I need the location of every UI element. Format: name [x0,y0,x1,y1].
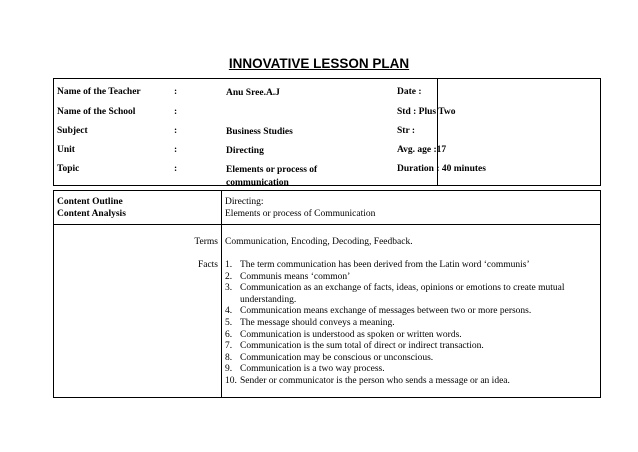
list-item [225,272,597,284]
topic-value: Elements or process of communication [226,165,318,188]
unit-value: Directing [226,146,264,156]
subject-sep: : [174,126,178,136]
subject-value: Business Studies [226,127,293,137]
list-item [225,318,597,330]
list-item [225,376,597,388]
list-item-number: 4. [225,306,233,317]
str-field: Str : [397,126,416,136]
list-item-text: Communication is understood as spoken or written words. [240,329,462,340]
list-item-number: 6. [225,329,233,340]
content-analysis-label: Content Analysis [57,209,126,219]
duration-field: Duration : 40 minutes [397,164,486,174]
school-label: Name of the School [57,107,136,117]
directing-title: Directing: [225,197,264,207]
header-table [53,78,601,186]
list-item-number: 1. [225,260,233,270]
page-title-text: INNOVATIVE LESSON PLAN [228,56,410,71]
avg-age-field: Avg. age :17 [397,145,447,155]
list-item [225,283,597,306]
content-row-divider [54,224,600,225]
list-item [225,306,597,318]
list-item-number: 3. [225,283,233,294]
std-field: Std : Plus Two [397,107,456,117]
directing-heading [225,196,375,220]
list-item-text: Sender or communicator is the person who sends a message or an idea. [240,375,510,386]
list-item-number: 9. [225,364,233,375]
terms-text: Communication, Encoding, Decoding, Feedback. [225,237,413,247]
list-item-text: Communication means exchange of messages between two or more persons. [240,306,532,317]
school-sep: : [174,107,178,117]
list-item-number: 7. [225,341,233,352]
list-item [225,341,597,353]
list-item-text: Communication is a two way process. [240,364,385,375]
subject-label: Subject [57,126,88,136]
facts-list [225,260,597,388]
list-item-text: Communication is the sum total of direct or indirect transaction. [240,341,484,352]
topic-sep: : [174,164,178,174]
page-title [0,56,638,71]
content-divider [221,191,222,397]
list-item-number: 2. [225,271,233,282]
content-table [53,190,601,398]
outline-labels [57,196,126,220]
list-item-text: The term communication has been derived from the Latin word ‘communis’ [240,260,530,270]
directing-subtitle: Elements or process of Communication [225,209,376,219]
list-item-text: Communication as an exchange of facts, ideas, opinions or emotions to create mutual understanding. [240,283,565,305]
facts-label: Facts [197,260,218,270]
teacher-value: Anu Sree.A.J [226,88,280,98]
terms-label: Terms [194,237,218,247]
list-item-number: 10. [225,375,237,386]
teacher-label: Name of the Teacher [57,87,141,97]
content-outline-label: Content Outline [57,197,123,207]
list-item-text: The message should conveys a meaning. [240,317,395,328]
list-item [225,353,597,365]
date-field: Date : [397,87,422,97]
topic-label: Topic [57,164,80,174]
teacher-sep: : [174,87,178,97]
list-item-number: 8. [225,352,233,363]
list-item [225,364,597,376]
unit-label: Unit [57,145,75,155]
unit-sep: : [174,145,178,155]
list-item-text: Communis means ‘common’ [240,271,351,282]
list-item [225,330,597,342]
list-item-text: Communication may be conscious or unconscious. [240,352,434,363]
list-item-number: 5. [225,317,233,328]
list-item [225,260,597,272]
